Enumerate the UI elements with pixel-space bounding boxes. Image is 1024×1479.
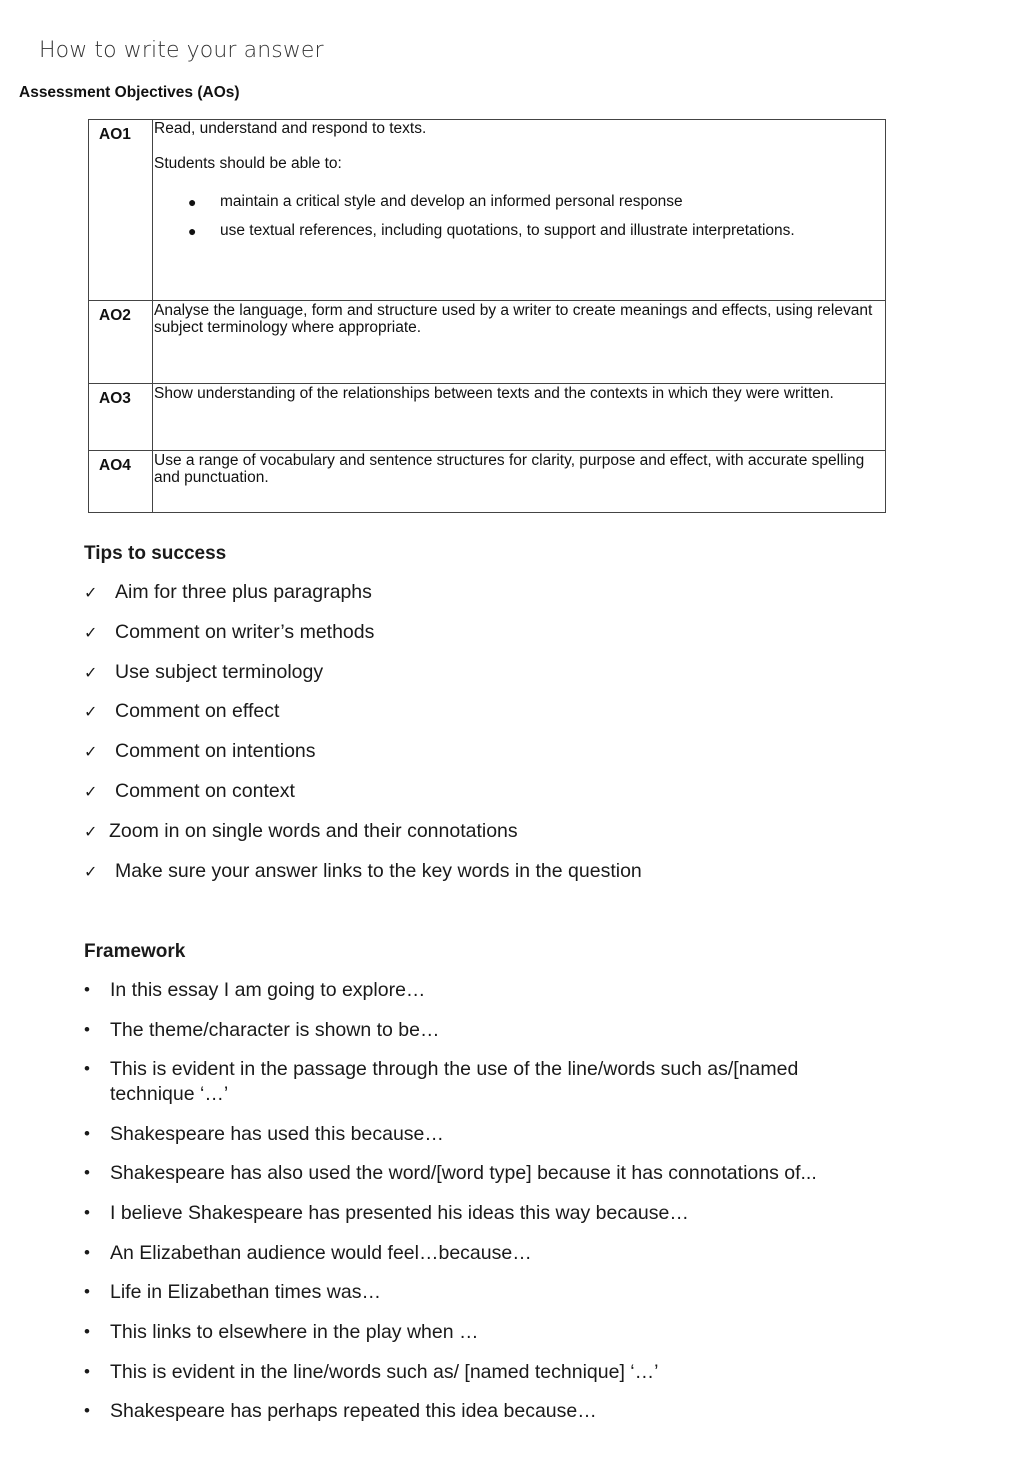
list-item xyxy=(84,858,642,898)
ao-code: AO3 xyxy=(89,384,153,451)
list-item-text: Use subject terminology xyxy=(115,660,324,683)
checkmark-icon: ✓ xyxy=(84,662,98,682)
list-item xyxy=(84,1161,884,1186)
list-item-text: Comment on writer’s methods xyxy=(115,620,375,643)
list-item xyxy=(84,978,884,1003)
list-item-text: The theme/character is shown to be… xyxy=(110,1018,440,1041)
list-item xyxy=(84,1018,884,1043)
list-item-text: In this essay I am going to explore… xyxy=(110,979,426,1001)
list-item xyxy=(154,221,860,241)
assessment-objectives-table xyxy=(88,119,886,513)
bullet-icon: • xyxy=(84,1059,90,1079)
ao-code: AO2 xyxy=(89,301,153,384)
assessment-heading: Assessment Objectives (AOs) xyxy=(19,84,240,101)
tips-heading: Tips to success xyxy=(84,543,227,564)
ao-bullet-list xyxy=(154,192,883,241)
table-row xyxy=(89,120,886,301)
list-item-text: Zoom in on single words and their connotations xyxy=(109,819,518,842)
table-row xyxy=(89,301,886,384)
ao-code: AO4 xyxy=(89,451,153,513)
list-item-text: I believe Shakespeare has presented his ideas this way because… xyxy=(110,1201,689,1224)
list-item xyxy=(84,579,642,619)
list-item xyxy=(84,1122,884,1147)
list-item-text: An Elizabethan audience would feel…because… xyxy=(110,1241,532,1264)
ao-text: Read, understand and respond to texts. xyxy=(154,120,427,137)
list-item-text: This is evident in the passage through the use of the line/words such as/[named technique ‘…’ xyxy=(110,1058,799,1105)
checkmark-icon: ✓ xyxy=(84,742,98,762)
list-item-text: Shakespeare has also used the word/[word type] because it has connotations of... xyxy=(110,1162,817,1185)
list-item xyxy=(84,1399,884,1424)
ao-description: Analyse the language, form and structure used by a writer to create meanings and effects, using relevant subject terminology where appropriate. xyxy=(153,301,886,384)
ao-description: Show understanding of the relationships between texts and the contexts in which they were written. xyxy=(153,384,886,451)
list-item xyxy=(84,1241,884,1266)
checkmark-icon: ✓ xyxy=(84,622,98,642)
bullet-icon: • xyxy=(84,1322,90,1341)
table-row xyxy=(89,451,886,513)
ao-subheading: Students should be able to: xyxy=(154,155,342,172)
checkmark-icon: ✓ xyxy=(84,583,98,602)
bullet-icon: ● xyxy=(188,223,197,239)
bullet-icon: • xyxy=(84,1282,90,1302)
tips-section xyxy=(84,543,642,897)
list-item xyxy=(84,738,642,778)
list-item-text: Comment on context xyxy=(115,779,295,802)
ao-description: Use a range of vocabulary and sentence structures for clarity, purpose and effect, with accurate spelling and punctuation. xyxy=(153,451,886,513)
list-item-text: maintain a critical style and develop an informed personal response xyxy=(220,193,683,210)
page-title: How to write your answer xyxy=(39,38,324,63)
list-item-text: Aim for three plus paragraphs xyxy=(115,581,372,603)
checkmark-icon: ✓ xyxy=(84,821,98,841)
list-item xyxy=(84,818,642,858)
ao-code: AO1 xyxy=(89,120,153,301)
framework-section xyxy=(84,941,884,1439)
framework-list xyxy=(84,978,884,1424)
bullet-icon: • xyxy=(84,1163,90,1183)
list-item xyxy=(84,659,642,699)
list-item xyxy=(84,778,642,818)
list-item xyxy=(84,619,642,659)
list-item-text: This is evident in the line/words such as/ [named technique] ‘…’ xyxy=(110,1360,659,1383)
tips-list xyxy=(84,579,642,897)
bullet-icon: • xyxy=(84,980,90,999)
bullet-icon: • xyxy=(84,1361,90,1381)
list-item-text: Life in Elizabethan times was… xyxy=(110,1281,381,1304)
list-item-text: Make sure your answer links to the key words in the question xyxy=(115,859,642,882)
checkmark-icon: ✓ xyxy=(84,781,98,801)
list-item-text: Comment on intentions xyxy=(115,740,316,763)
list-item xyxy=(84,698,642,738)
ao-description xyxy=(153,120,886,301)
checkmark-icon: ✓ xyxy=(84,702,98,722)
bullet-icon: • xyxy=(84,1242,90,1262)
table-row xyxy=(89,384,886,451)
list-item xyxy=(84,1057,850,1106)
list-item xyxy=(84,1280,884,1305)
bullet-icon: • xyxy=(84,1202,90,1222)
list-item xyxy=(84,1360,884,1385)
list-item-text: Shakespeare has perhaps repeated this idea because… xyxy=(110,1400,597,1423)
bullet-icon: • xyxy=(84,1123,90,1143)
list-item-text: This links to elsewhere in the play when … xyxy=(110,1321,479,1343)
bullet-icon: ● xyxy=(188,194,197,210)
list-item-text: use textual references, including quotations, to support and illustrate interpretations. xyxy=(220,222,795,239)
bullet-icon: • xyxy=(84,1019,90,1039)
list-item xyxy=(154,192,820,212)
list-item xyxy=(84,1320,884,1345)
bullet-icon: • xyxy=(84,1401,90,1421)
list-item-text: Shakespeare has used this because… xyxy=(110,1122,444,1145)
framework-heading: Framework xyxy=(84,941,186,962)
list-item xyxy=(84,1201,884,1226)
checkmark-icon: ✓ xyxy=(84,861,98,881)
list-item-text: Comment on effect xyxy=(115,700,280,723)
